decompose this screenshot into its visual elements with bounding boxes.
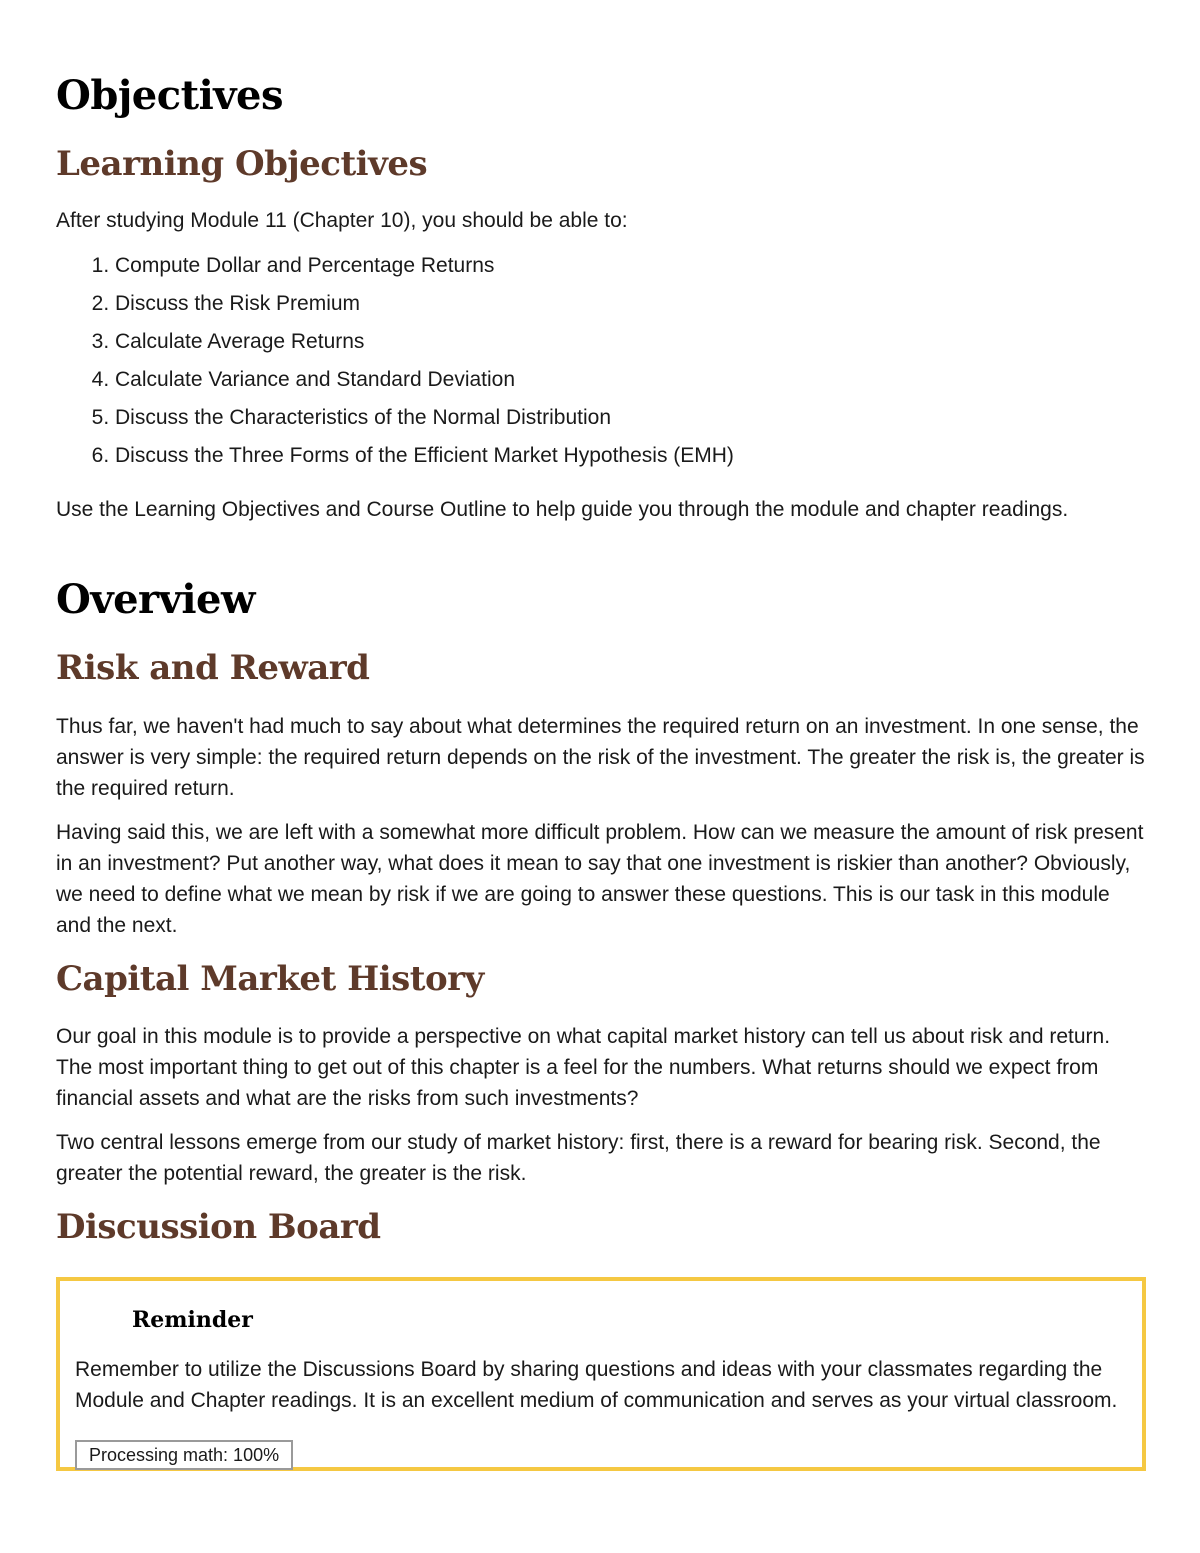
objectives-heading: Objectives	[56, 72, 283, 119]
capital-market-paragraph: Two central lessons emerge from our study of market history: first, there is a reward for bearing risk. Second, the greater the potential reward, the greater is the risk.	[56, 1131, 1101, 1185]
risk-reward-paragraph: Having said this, we are left with a somewhat more difficult problem. How can we measure the amount of risk present in an investment? Put another way, what does it mean to say that one investment is riskier than another? Obviously, we need to define what we mean by risk if we are going to answer these questions. This is our task in this module and the next.	[56, 821, 1144, 937]
processing-math-status: Processing math: 100%	[75, 1440, 293, 1470]
objectives-list	[56, 247, 734, 475]
list-item: 5. Discuss the Characteristics of the Normal Distribution	[115, 399, 734, 437]
reminder-text: Remember to utilize the Discussions Board by sharing questions and ideas with your classmates regarding the Module and Chapter readings. It is an excellent medium of communication and serves as your virtual classroom.	[75, 1358, 1118, 1412]
capital-market-heading: Capital Market History	[56, 959, 484, 999]
learning-objectives-heading: Learning Objectives	[56, 144, 428, 184]
list-item: 3. Calculate Average Returns	[115, 323, 734, 361]
list-item: 4. Calculate Variance and Standard Deviation	[115, 361, 734, 399]
reminder-box	[56, 1277, 1146, 1471]
objectives-intro: After studying Module 11 (Chapter 10), you should be able to:	[56, 209, 628, 232]
list-item: 6. Discuss the Three Forms of the Efficient Market Hypothesis (EMH)	[115, 437, 734, 475]
risk-reward-heading: Risk and Reward	[56, 648, 370, 688]
reminder-title: Reminder	[132, 1307, 253, 1333]
list-item: 2. Discuss the Risk Premium	[115, 285, 734, 323]
overview-heading: Overview	[56, 576, 255, 623]
risk-reward-paragraph: Thus far, we haven't had much to say about what determines the required return on an investment. In one sense, the answer is very simple: the required return depends on the risk of the investment. The greater the risk is, the greater is the required return.	[56, 715, 1145, 800]
discussion-board-heading: Discussion Board	[56, 1207, 381, 1247]
capital-market-paragraph: Our goal in this module is to provide a perspective on what capital market history can tell us about risk and return. The most important thing to get out of this chapter is a feel for the numbers. What returns should we expect from financial assets and what are the risks from such investments?	[56, 1025, 1111, 1110]
objectives-guide-text: Use the Learning Objectives and Course Outline to help guide you through the module and chapter readings.	[56, 498, 1069, 521]
list-item: 1. Compute Dollar and Percentage Returns	[115, 247, 734, 285]
